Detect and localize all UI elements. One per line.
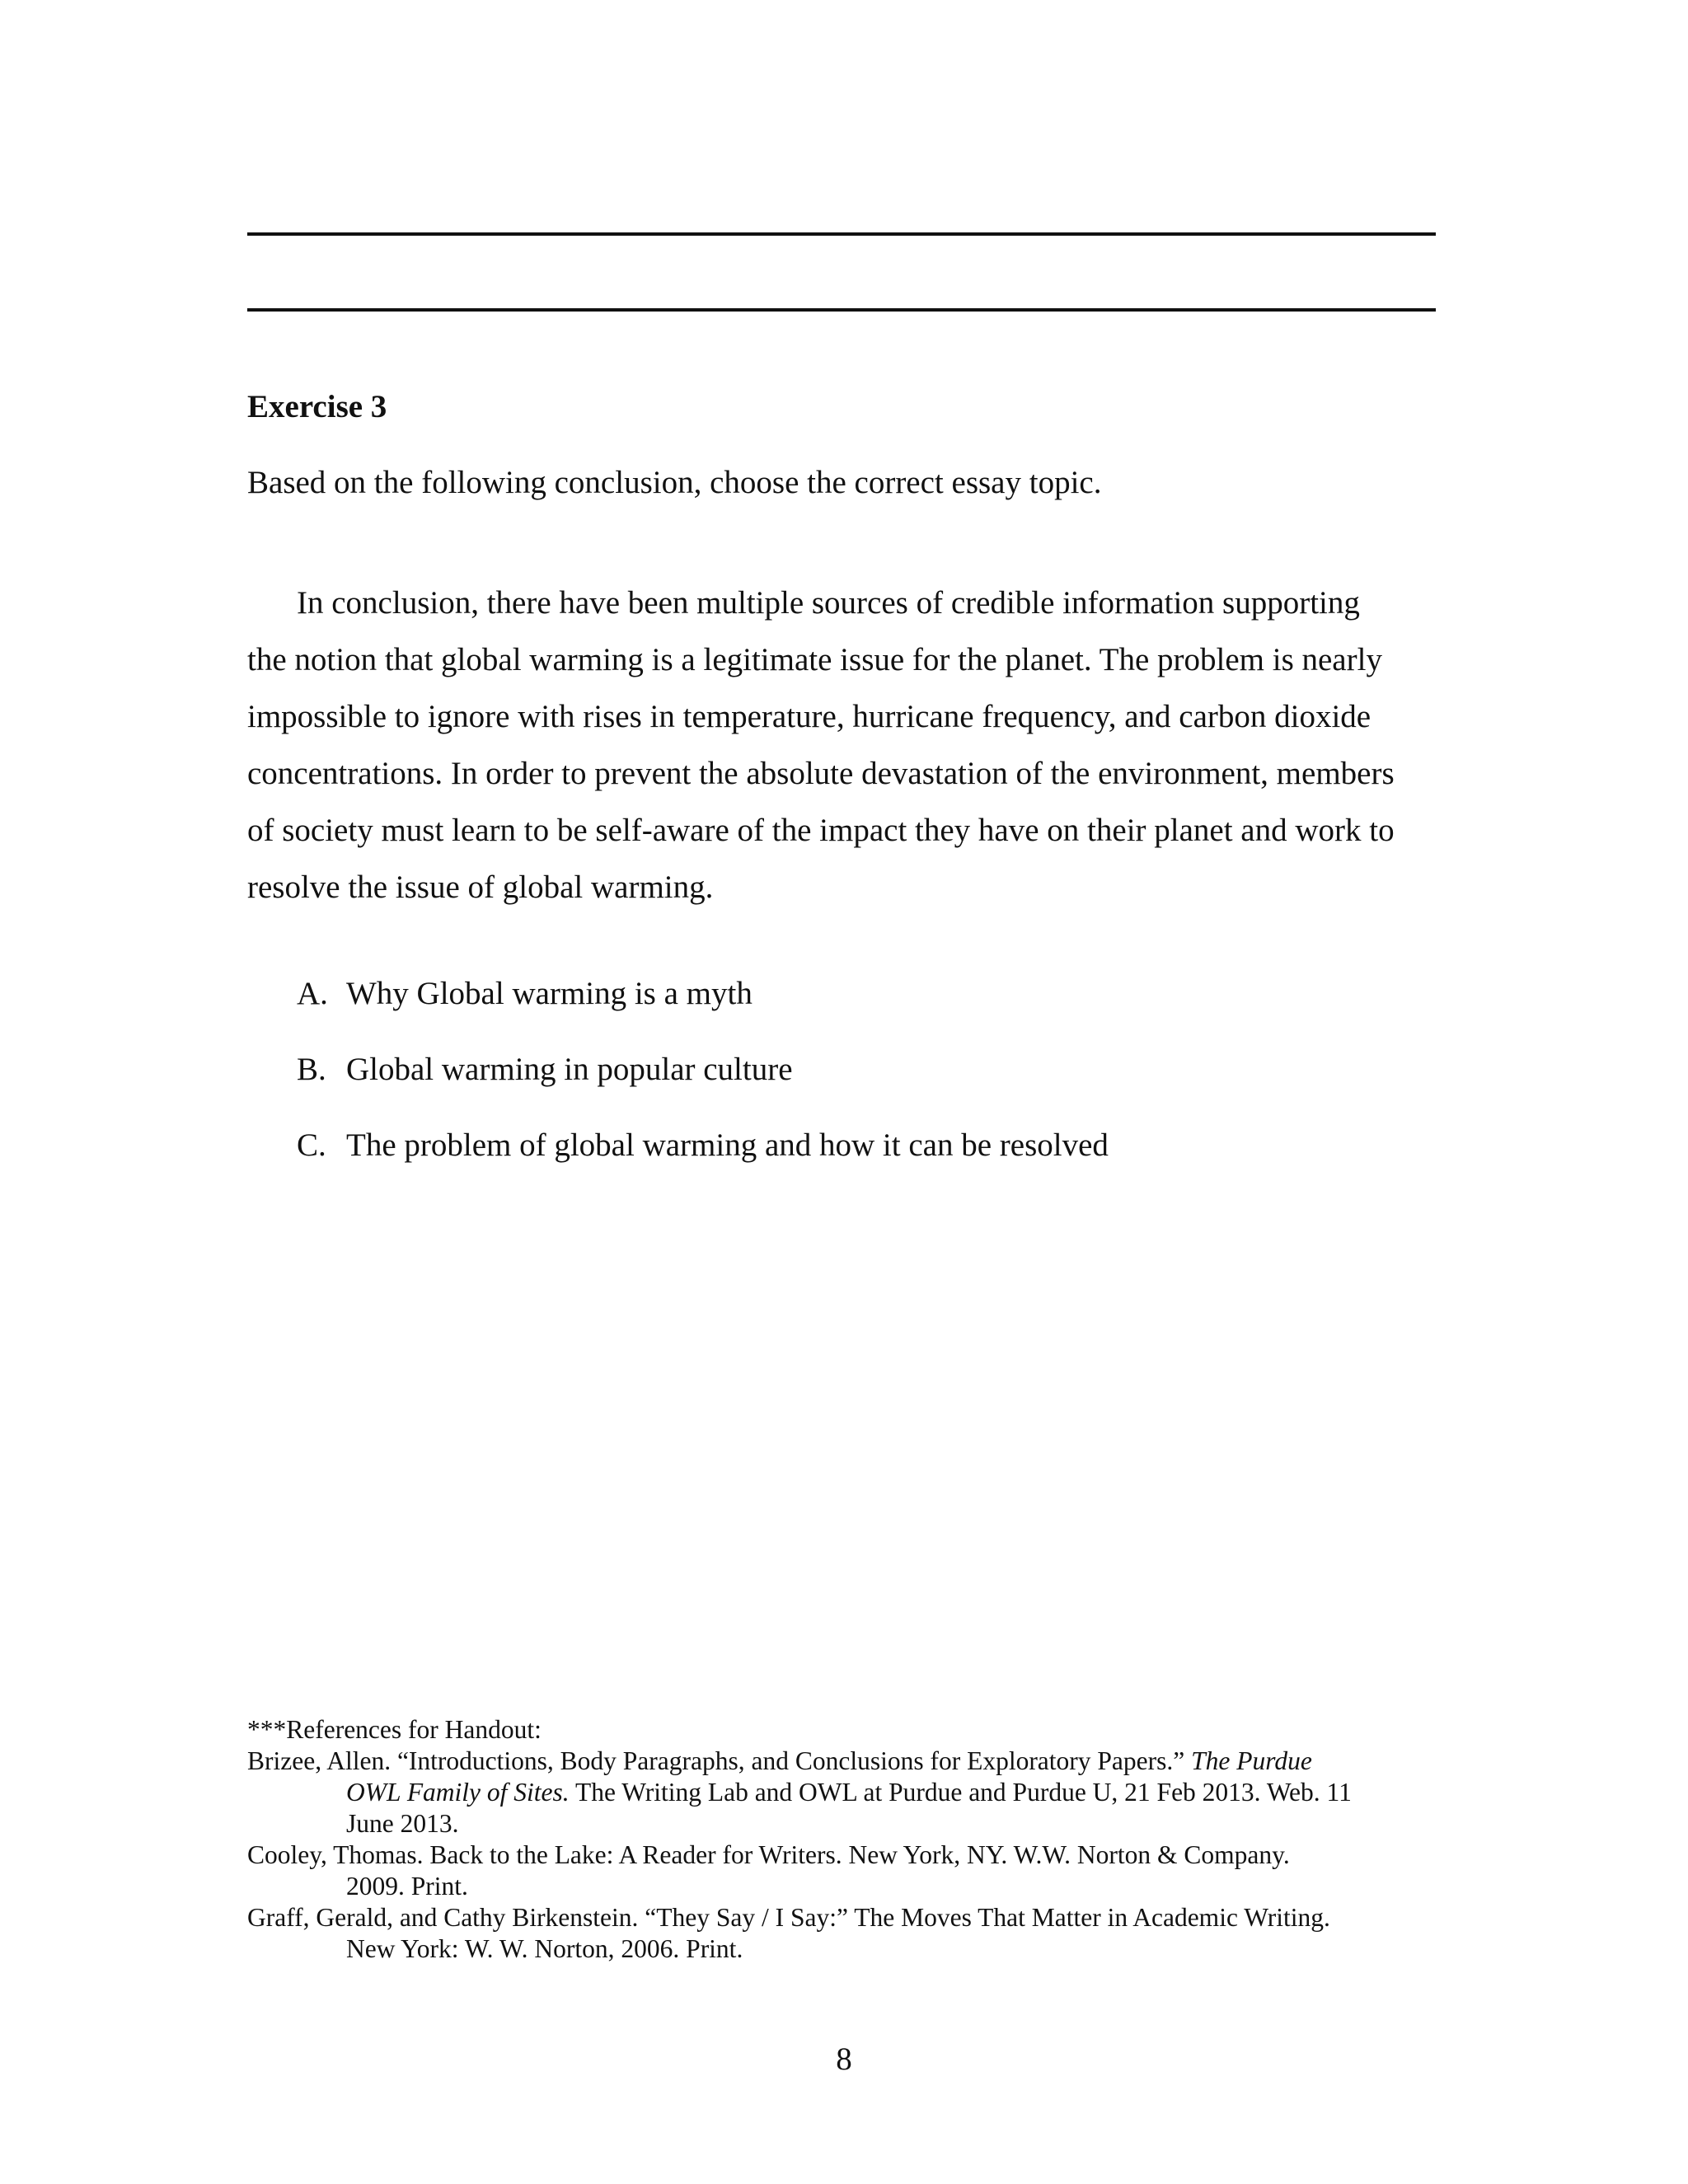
reference-entry-brizee: [247, 1746, 1442, 1840]
option-b-letter: B.: [297, 1052, 326, 1087]
passage-line: concentrations. In order to prevent the absolute devastation of the environment, members: [247, 756, 1395, 791]
reference-line: Cooley, Thomas. Back to the Lake: A Reader for Writers. New York, NY. W.W. Norton & Company.: [247, 1840, 1290, 1869]
reference-text: The Writing Lab and OWL at Purdue and Purdue U, 21 Feb 2013. Web. 11: [569, 1778, 1352, 1807]
exercise-instruction: Based on the following conclusion, choose the correct essay topic.: [247, 465, 1102, 500]
passage-line: of society must learn to be self-aware of the impact they have on their planet and work to: [247, 813, 1395, 848]
answer-line-1: [247, 232, 1436, 236]
exercise-title: Exercise 3: [247, 389, 387, 424]
passage-line: resolve the issue of global warming.: [247, 869, 714, 905]
passage-line: the notion that global warming is a legitimate issue for the planet. The problem is nearly: [247, 642, 1382, 677]
option-a-text: Why Global warming is a myth: [346, 976, 753, 1011]
option-c: [297, 1124, 1109, 1200]
reference-line: [247, 1777, 1442, 1808]
option-b: [297, 1048, 1109, 1124]
reference-title-italic: OWL Family of Sites.: [346, 1778, 570, 1807]
passage-line: impossible to ignore with rises in temperature, hurricane frequency, and carbon dioxide: [247, 699, 1372, 734]
reference-line: Graff, Gerald, and Cathy Birkenstein. “They Say / I Say:” The Moves That Matter in Academic Writing.: [247, 1903, 1330, 1932]
reference-text: Brizee, Allen. “Introductions, Body Paragraphs, and Conclusions for Exploratory Papers.”: [247, 1746, 1192, 1775]
option-a-letter: A.: [297, 976, 328, 1011]
references-section: [247, 1714, 1442, 1965]
option-c-letter: C.: [297, 1127, 326, 1163]
reference-entry-cooley: [247, 1840, 1442, 1902]
reference-line: 2009. Print.: [346, 1872, 468, 1900]
passage-line: In conclusion, there have been multiple sources of credible information supporting: [297, 585, 1360, 621]
option-a: [297, 972, 1109, 1048]
option-c-text: The problem of global warming and how it can be resolved: [346, 1127, 1109, 1163]
answer-options: [297, 972, 1109, 1200]
reference-title-italic: The Purdue: [1191, 1746, 1312, 1775]
conclusion-passage: [247, 574, 1442, 916]
answer-line-2: [247, 308, 1436, 312]
reference-entry-graff: [247, 1902, 1442, 1965]
references-heading: ***References for Handout:: [247, 1715, 542, 1744]
page-number: 8: [836, 2041, 852, 2077]
option-b-text: Global warming in popular culture: [346, 1052, 793, 1087]
reference-line: New York: W. W. Norton, 2006. Print.: [346, 1934, 743, 1963]
reference-line: [247, 1746, 1442, 1777]
reference-line: June 2013.: [346, 1809, 459, 1838]
